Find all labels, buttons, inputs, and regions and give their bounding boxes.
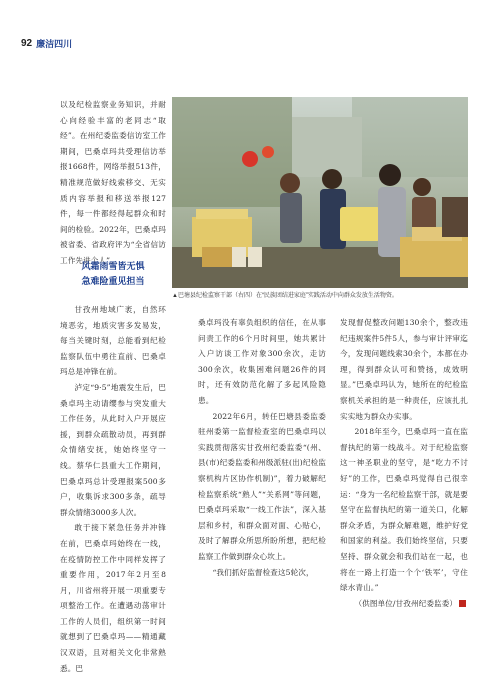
paragraph: 桑卓玛没有辜负组织的信任，在从事问责工作的6个月时间里，她共累计入户访谈工作对象300余次，走访300余次，收集困难问题26件的同时，还有效防范化解了多起风险隐患。 xyxy=(198,318,326,405)
column-1-top xyxy=(60,97,166,269)
column-1-bottom xyxy=(60,302,166,676)
page-number: 92 xyxy=(21,37,33,49)
paragraph: 以及纪检监察业务知识，并耐心向经验丰富的老同志“取经”。在州纪委监委信访室工作期间，巴桑卓玛共受理信访举报1668件，网络举报513件，精准规范做好线索移交、无实质内容举报和移送举报127件，每一件都经得起群众和时间的检验。2022年，巴桑卓玛被省委、省政府评为“全省信访工作先进个人”。 xyxy=(60,100,166,265)
end-mark-icon xyxy=(459,600,466,607)
paragraph: 2022年6月，转任巴塘县委监委驻州委第一监督检查室的巴桑卓玛以实践贯彻落实甘孜州纪委监委“(州、县(市)纪委监委和州级派驻(出)纪检监察机构片区协作机制)”，着力破解纪检监察系统“熟人”“关系网”等问题，巴桑卓玛采取“一线工作法”，深入基层和乡村，和群众面对面、心贴心，及时了解群众所思所盼所想，把纪检监察工作做到群众心坎上。 xyxy=(198,411,326,561)
magazine-name: 廉洁四川 xyxy=(36,38,73,49)
paragraph: 敢于接下紧急任务并冲锋在前，巴桑卓玛始终在一线，在疫情防控工作中同样发挥了重要作用，2017年2月至8月，川省州将开展一项重要专项整治工作。在遭遇动荡审计工作的人员们，组织第一时间就想到了巴桑卓玛——精通藏汉双语，且对相关文化非常熟悉。巴 xyxy=(60,523,166,673)
paragraph: “我们抓好监督检查这5轮次， xyxy=(212,567,314,577)
photo-caption: ▲巴塘县纪检监察干部（右四）在“民族团结进家庭”实践活动中向群众发放生活物资。 xyxy=(172,293,398,299)
paragraph xyxy=(340,596,468,612)
photo-credit: （供图单位/甘孜州纪委监委） xyxy=(354,598,458,608)
paragraph: 2018年至今，巴桑卓玛一直在监督执纪的第一线战斗。对于纪检监察这一神圣职业的坚守，是“吃力不讨好”的工作，巴桑卓玛觉得自己很幸运：“身为一名纪检监察干部，就是要坚守在监督执纪的第一道关口，化解群众矛盾，为群众解难题，维护好党和国家的利益。我们始终坚信，只要坚持、群众就会和我们站在一起，也将在一路上打造一个个‘铁军’，守住绿水青山。” xyxy=(340,427,468,593)
paragraph: 发现督促整改问题130余个，整改违纪违规案件5件5人，参与审计评审迄今，发现问题线索30余个，本都在办理，得到群众认可和赞扬，成效明显。”巴桑卓玛认为，她所在的纪检监察机关承担的是一种责任，应该扎扎实实地为群众办实事。 xyxy=(340,318,468,421)
article-photo xyxy=(172,97,468,288)
subheading-line-2: 急难险重见担当 xyxy=(81,276,145,286)
section-subheading xyxy=(60,259,166,289)
subheading-line-1: 风霜雨雪皆无惧 xyxy=(81,261,145,271)
column-3 xyxy=(340,315,468,611)
page-header xyxy=(21,36,72,50)
column-2 xyxy=(198,315,326,580)
paragraph: 甘孜州地域广袤，自然环境恶劣，地质灾害多发易发，每当关键时刻，总能看到纪检监察队伍中勇往直前、巴桑卓玛总是冲锋在前。 xyxy=(60,305,166,377)
paragraph: 泸定“9·5”地震发生后，巴桑卓玛主动请缨参与突发重大工作任务，从此时入户开展应援，到群众疏散动员，再到群众情绪安抚，她始终坚守一线。蔡华仁县重大工作期间，巴桑卓玛总计受理报案500多户，收集诉求300多条，疏导群众情绪3000多人次。 xyxy=(60,382,166,517)
